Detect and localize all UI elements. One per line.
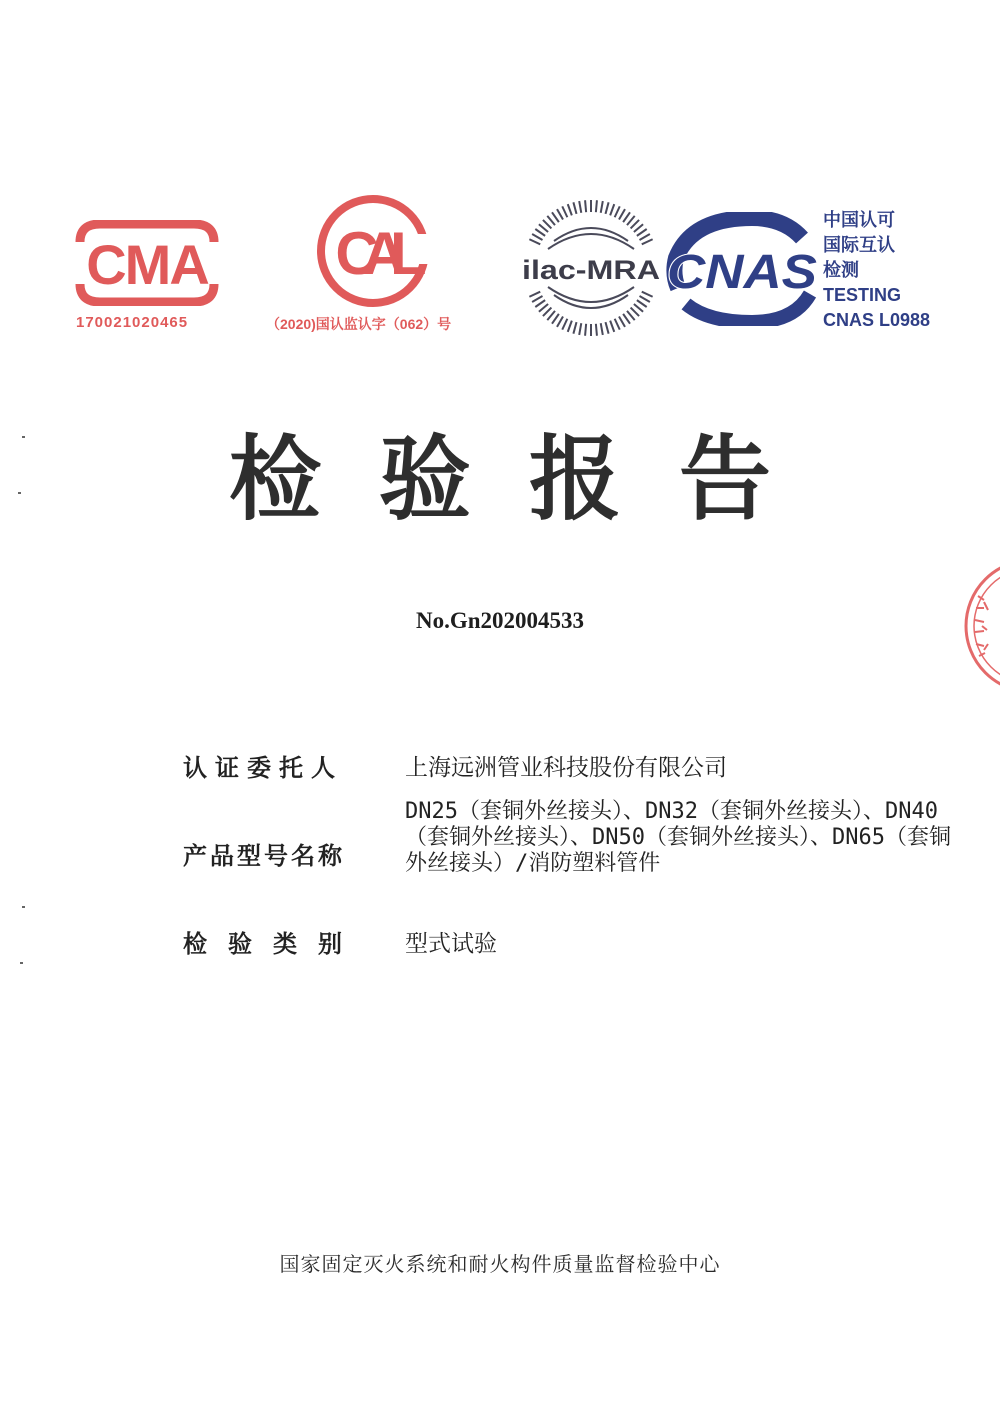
ilac-ring-tick <box>619 209 625 219</box>
product-value: DN25（套铜外丝接头）、DN32（套铜外丝接头）、DN40（套铜外丝接头）、DN50（套铜外丝接头）、DN65（套铜外丝接头）/消防塑料管件 <box>405 799 951 876</box>
ilac-ring-tick <box>642 239 653 244</box>
ilac-ring-tick <box>610 204 614 215</box>
ilac-ring-tick <box>615 206 620 217</box>
ilac-ring-tick <box>552 212 559 222</box>
client-label: 认证委托人 <box>183 754 343 782</box>
ilac-mra-text: ilac-MRA <box>522 255 660 285</box>
ilac-ring-tick <box>579 201 581 213</box>
scan-speck <box>22 436 25 438</box>
cal-logo-text: CAL <box>335 220 411 287</box>
ilac-ring-tick <box>615 319 620 330</box>
ilac-ring-tick <box>596 324 597 336</box>
scan-speck <box>20 962 23 964</box>
ilac-ring-tick <box>543 220 551 228</box>
ilac-ring-tick <box>529 239 540 244</box>
ilac-ring-tick <box>637 300 647 307</box>
ilac-ring-tick <box>605 322 608 334</box>
test-type-label: 检验类别 <box>183 930 363 958</box>
ilac-ring-tick <box>535 229 545 236</box>
ilac-ring-tick <box>568 204 572 215</box>
ilac-ring-tick <box>596 200 597 212</box>
ilac-ring-tick <box>619 316 625 326</box>
ilac-ring-tick <box>579 323 581 335</box>
ilac-ring-tick <box>539 304 548 312</box>
ilac-ring-tick <box>532 234 542 240</box>
issuing-center: 国家固定灭火系统和耐火构件质量监督检验中心 <box>279 1252 721 1276</box>
ilac-mra-logo <box>518 197 664 339</box>
ilac-ring-tick <box>623 314 630 324</box>
ilac-ring-tick <box>627 311 635 320</box>
cnas-accreditation-text <box>823 208 930 333</box>
ilac-ring-tick <box>562 206 567 217</box>
ilac-ring-tick <box>639 296 649 302</box>
cnas-line: 中国认可 <box>823 210 895 230</box>
ilac-ring-tick <box>539 224 548 232</box>
ilac-ring-tick <box>585 200 586 212</box>
scan-speck <box>22 906 25 908</box>
product-label: 产品型号名称 <box>183 842 345 870</box>
seal-stamp <box>960 556 1000 696</box>
ilac-ring-tick <box>532 296 542 302</box>
ilac-ring-tick <box>634 304 643 312</box>
ilac-ring-tick <box>568 321 572 332</box>
cnas-logo <box>664 212 820 326</box>
ilac-ring-tick <box>627 216 635 225</box>
ilac-ring-tick <box>547 311 555 320</box>
cma-number: 170021020465 <box>76 314 189 331</box>
ilac-ring-tick <box>631 308 639 316</box>
ilac-ring-tick <box>562 319 567 330</box>
ilac-ring-tick <box>529 292 540 297</box>
ilac-ring-tick <box>535 300 545 307</box>
ilac-ring-tick <box>585 324 586 336</box>
scan-speck <box>18 492 21 494</box>
report-title: 检验报告 <box>228 426 829 533</box>
ilac-ring-tick <box>642 292 653 297</box>
ilac-ring-tick <box>637 229 647 236</box>
ilac-ring-tick <box>605 202 608 214</box>
ilac-ring-tick <box>601 201 603 213</box>
ilac-ring-tick <box>610 321 614 332</box>
ilac-ring-tick <box>639 234 649 240</box>
ilac-ring-tick <box>573 322 576 334</box>
cnas-line: 国际互认 <box>823 235 895 255</box>
ilac-ring-tick <box>573 202 576 214</box>
cnas-line: 检测 <box>823 260 859 280</box>
test-type-value: 型式试验 <box>405 931 497 957</box>
cal-logo <box>305 194 441 308</box>
ilac-ring-tick <box>547 216 555 225</box>
ilac-ring-tick <box>623 212 630 222</box>
cnas-line: TESTING <box>823 285 902 305</box>
ilac-ring-tick <box>634 224 643 232</box>
cnas-line: CNAS L0988 <box>823 310 931 330</box>
cal-certificate-number: （2020)国认监认字（062）号 <box>266 316 452 332</box>
report-number: No.Gn202004533 <box>415 608 585 633</box>
ilac-ring-tick <box>557 209 563 219</box>
cma-logo <box>74 220 220 306</box>
ilac-ring-tick <box>631 220 639 228</box>
client-value: 上海远洲管业科技股份有限公司 <box>405 755 727 781</box>
cma-logo-text: CMA <box>86 233 208 296</box>
ilac-ring-tick <box>543 308 551 316</box>
ilac-ring-tick <box>552 314 559 324</box>
cnas-logo-text: CNAS <box>667 246 817 299</box>
ilac-ring-tick <box>557 316 563 326</box>
ilac-ring-tick <box>601 323 603 335</box>
